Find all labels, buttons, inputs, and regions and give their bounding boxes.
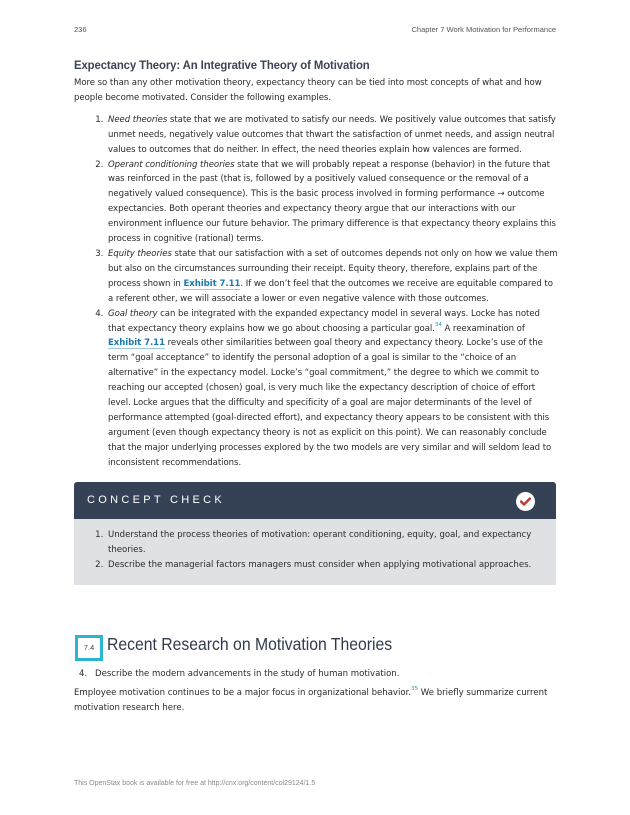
item-text: A reexamination of xyxy=(441,323,525,334)
list-item-operant-theories xyxy=(106,158,558,247)
concept-check-list xyxy=(74,528,538,573)
item-text: can be integrated with the expanded expectancy model in several ways. Locke has noted that expectancy theory explains how we go about choosing a particular goal. xyxy=(108,308,540,334)
intro-paragraph: More so than any other motivation theory, expectancy theory can be tied into most concepts of what and how people become motivated. Consider the following examples. xyxy=(74,78,542,103)
concept-check-item: 2. Describe the managerial factors managers must consider when applying motivational approaches. xyxy=(106,558,538,573)
learning-objective-number: 4. xyxy=(79,669,88,679)
concept-check-box xyxy=(74,482,556,585)
item-text: state that we will probably repeat a response (behavior) in the future that was reinforced in the past (that is, followed by a positively valued consequence or the removal of a negatively valued consequence). This is the basic process involved in forming performance → outcome expectancies. Both operant theories and expectancy theory argue that our interactions with our environment influence our future behavior. The primary difference is that expectancy theory explains this process in cognitive (rational) terms. xyxy=(108,159,556,245)
chapter-title: Chapter 7 Work Motivation for Performance xyxy=(411,25,556,34)
term: Operant conditioning theories xyxy=(108,159,235,170)
para-text: Employee motivation continues to be a major focus in organizational behavior. xyxy=(74,688,412,698)
term: Equity theories xyxy=(108,248,172,259)
page-number: 236 xyxy=(74,25,87,34)
section-paragraph xyxy=(74,686,558,716)
examples-list xyxy=(74,113,558,471)
item-text: . If we don’t feel that the outcomes we receive are equitable compared to a referent other, we will associate a lower or even negative valence with those outcomes. xyxy=(108,278,553,304)
section-number-badge: 7.4 xyxy=(75,635,103,661)
check-circle-icon xyxy=(516,492,535,511)
item-text: state that our satisfaction with a set of outcomes depends not only on how we value them but also on the circumstances surrounding their receipt. Equity theory, therefore, explains part of the process shown in xyxy=(108,248,558,289)
list-item-goal-theory xyxy=(106,307,558,471)
concept-check-header xyxy=(74,482,556,519)
concept-check-body xyxy=(74,519,556,585)
footnote-35-link[interactable]: 35 xyxy=(411,686,419,692)
para-text: We briefly summarize current motivation research here. xyxy=(74,688,548,713)
section-heading: Expectancy Theory: An Integrative Theory of Motivation xyxy=(74,58,370,72)
list-item-need-theories xyxy=(106,113,558,158)
learning-objective xyxy=(79,669,399,679)
exhibit-7-11-link[interactable]: Exhibit 7.11 xyxy=(108,338,165,349)
section-title: Recent Research on Motivation Theories xyxy=(107,634,393,654)
footnote-34-link[interactable]: 34 xyxy=(434,321,442,328)
concept-check-item: 1. Understand the process theories of motivation: operant conditioning, equity, goal, and expectancy theories. xyxy=(106,528,538,558)
exhibit-7-11-link[interactable]: Exhibit 7.11 xyxy=(183,278,241,289)
learning-objective-text: Describe the modern advancements in the study of human motivation. xyxy=(95,669,400,679)
concept-check-title: CONCEPT CHECK xyxy=(87,494,226,506)
list-item-equity-theories xyxy=(106,247,558,307)
page-footer: This OpenStax book is available for free at http://cnx.org/content/col29124/1.5 xyxy=(74,780,316,787)
term: Goal theory xyxy=(108,308,158,319)
item-text: reveals other similarities between goal theory and expectancy theory. Locke’s use of the term “goal acceptance” to identify the personal adoption of a goal is similar to the “choice of an alternative” in the expectancy model. Locke’s “goal commitment,” the degree to which we commit to reaching our accepted (chosen) goal, is very much like the expectancy description of choice of effort level. Locke argues that the difficulty and specificity of a goal are major determinants of the level of performance attempted (goal-directed effort), and expectancy theory appears to be consistent with this argument (even though expectancy theory is not as explicit on this point). We can reasonably conclude that the major underlying processes explored by the two models are very similar and will seldom lead to inconsistent recommendations. xyxy=(108,338,552,468)
page-header xyxy=(74,25,556,37)
expectancy-section xyxy=(74,58,558,471)
item-text: state that we are motivated to satisfy our needs. We positively value outcomes that satisfy unmet needs, negatively value outcomes that thwart the satisfaction of unmet needs, and assign neutral values to outcomes that do neither. In effect, the need theories explain how valences are formed. xyxy=(108,114,556,155)
term: Need theories xyxy=(108,114,168,125)
